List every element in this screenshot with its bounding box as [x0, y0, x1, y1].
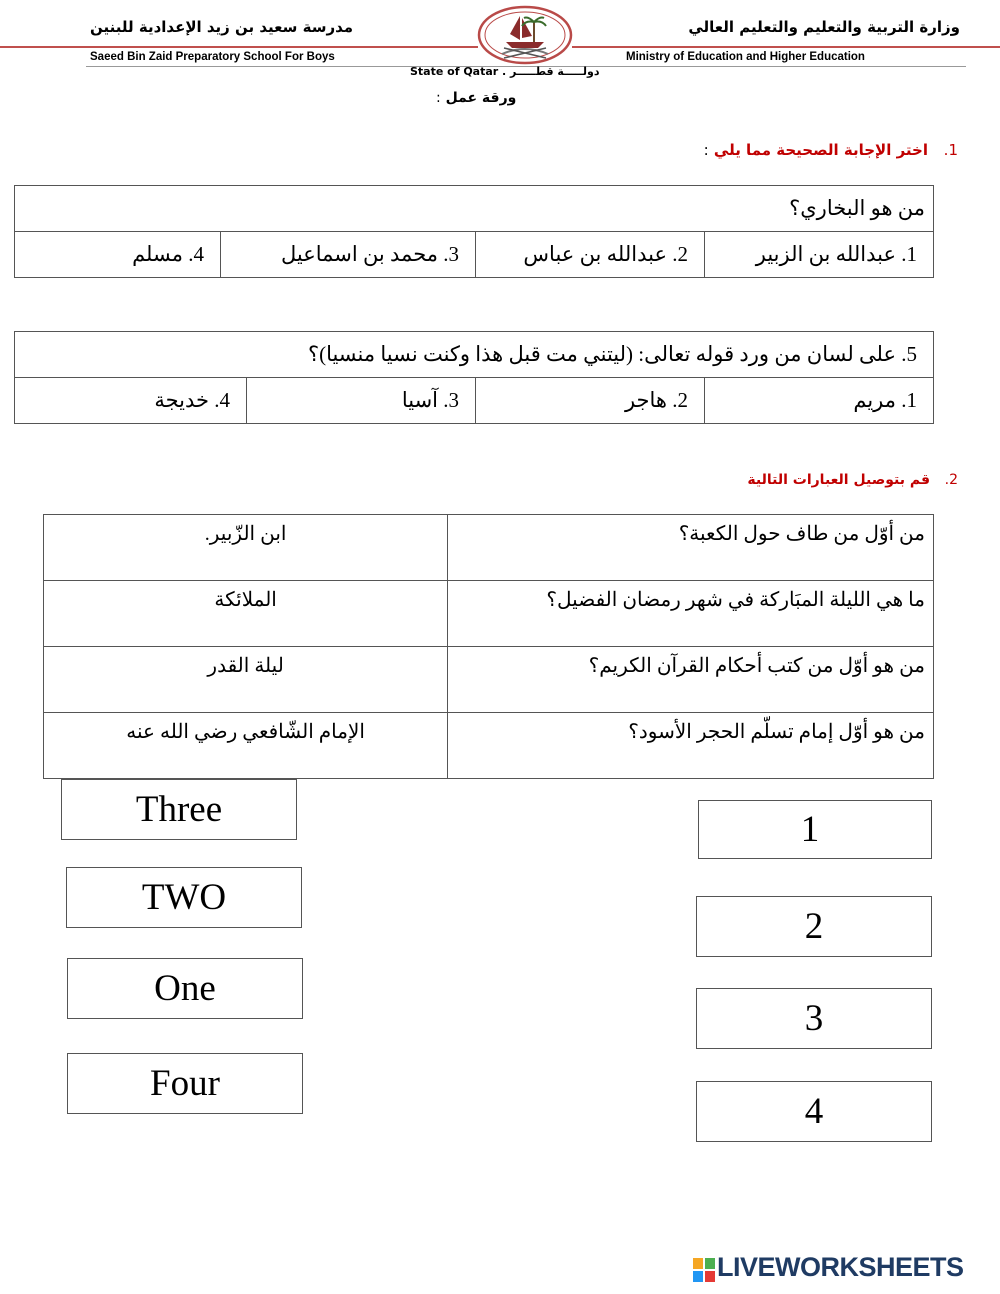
table-row: [44, 713, 934, 779]
drag-box-two[interactable]: TWO: [66, 867, 302, 928]
worksheet-label: ورقة عمل: [445, 90, 517, 106]
match-answer-2: الملائكة: [44, 581, 448, 647]
worksheet-title: [436, 90, 516, 106]
school-name-ar: مدرسة سعيد بن زيد الإعدادية للبنين: [90, 18, 354, 36]
drag-box-four[interactable]: Four: [67, 1053, 303, 1114]
match-answer-4: الإمام الشّافعي رضي الله عنه: [44, 713, 448, 779]
question-1-option-4[interactable]: 4. مسلم: [15, 232, 221, 278]
match-answer-1: ابن الزّبير.: [44, 515, 448, 581]
question-table-2: [14, 331, 934, 424]
drop-box-4[interactable]: 4: [696, 1081, 932, 1142]
match-question-1: من أوّل من طاف حول الكعبة؟: [448, 515, 934, 581]
worksheet-colon: :: [436, 90, 441, 106]
section2-number: 2.: [944, 472, 958, 488]
matching-table: [43, 514, 934, 779]
ministry-name-ar: وزارة التربية والتعليم والتعليم العالي: [688, 18, 960, 36]
section1-title-text: اختر الإجابة الصحيحة مما يلي: [713, 141, 928, 159]
match-answer-3: ليلة القدر: [44, 647, 448, 713]
section2-title: [747, 472, 958, 488]
question-2-option-3[interactable]: 3. آسيا: [247, 378, 476, 424]
table-row: [44, 515, 934, 581]
section2-title-text: قم بتوصيل العبارات التالية: [747, 472, 930, 488]
drag-box-one[interactable]: One: [67, 958, 303, 1019]
table-row: [44, 647, 934, 713]
state-of-qatar: State of Qatar . دولـــــة قطـــــر: [410, 65, 600, 78]
qatar-emblem-icon: [476, 4, 574, 66]
section1-title: [704, 141, 958, 159]
match-question-2: ما هي الليلة المبَاركة في شهر رمضان الفضيل؟: [448, 581, 934, 647]
question-1-option-3[interactable]: 3. محمد بن اسماعيل: [221, 232, 476, 278]
question-2-option-4[interactable]: 4. خديجة: [15, 378, 247, 424]
drop-box-2[interactable]: 2: [696, 896, 932, 957]
match-question-4: من هو أوّل إمام تسلّم الحجر الأسود؟: [448, 713, 934, 779]
question-1-option-1[interactable]: 1. عبدالله بن الزبير: [705, 232, 934, 278]
question-2-option-1[interactable]: 1. مريم: [705, 378, 934, 424]
liveworksheets-logo-icon: [693, 1258, 715, 1282]
question-2-prompt: 5. على لسان من ورد قوله تعالى: (ليتني مت قبل هذا وكنت نسيا منسيا)؟: [15, 332, 934, 378]
drop-box-1[interactable]: 1: [698, 800, 932, 859]
question-table-1: [14, 185, 934, 278]
question-1-prompt: من هو البخاري؟: [15, 186, 934, 232]
section1-colon: :: [703, 141, 709, 159]
ministry-name-en: Ministry of Education and Higher Education: [626, 51, 865, 63]
header-rule-right: [572, 46, 1000, 48]
question-2-option-2[interactable]: 2. هاجر: [476, 378, 705, 424]
header-rule-left: [0, 46, 478, 48]
drop-box-3[interactable]: 3: [696, 988, 932, 1049]
school-name-en: Saeed Bin Zaid Preparatory School For Boys: [90, 51, 335, 63]
table-row: [44, 581, 934, 647]
question-1-option-2[interactable]: 2. عبدالله بن عباس: [476, 232, 705, 278]
drag-box-three[interactable]: Three: [61, 779, 297, 840]
match-question-3: من هو أوّل من كتب أحكام القرآن الكريم؟: [448, 647, 934, 713]
liveworksheets-brand[interactable]: LIVEWORKSHEETS: [717, 1252, 964, 1282]
section1-number: 1.: [943, 141, 958, 159]
